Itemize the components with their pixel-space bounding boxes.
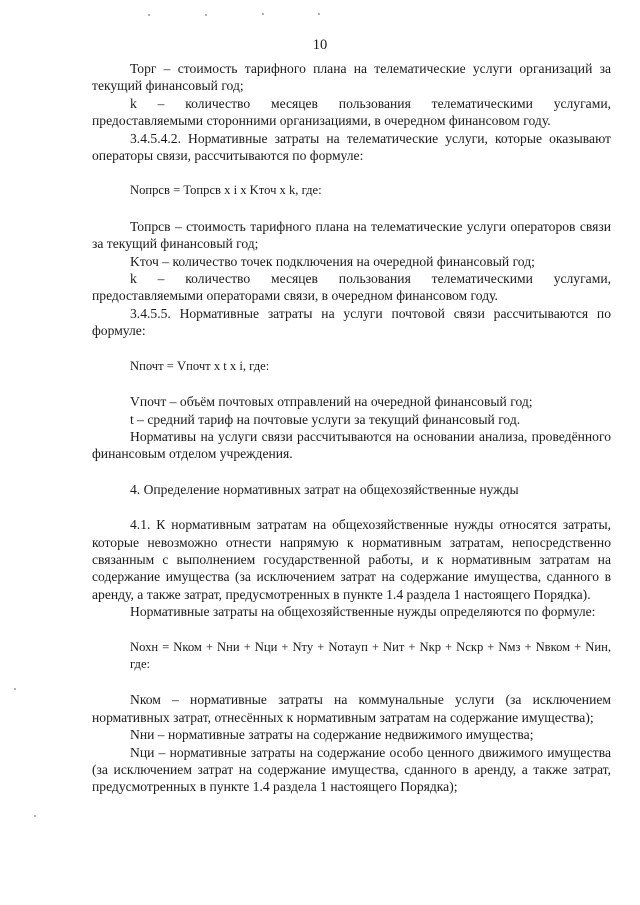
paragraph: 3.4.5.5. Нормативные затраты на услуги почтовой связи рассчитываются по формуле: — [92, 305, 611, 339]
formula: Nопрсв = Топрсв x i x Kточ x k, где: — [130, 183, 322, 198]
spacer — [92, 375, 611, 393]
scan-speck — [262, 13, 264, 15]
spacer — [92, 621, 611, 639]
formula: Nпочт = Vпочт x t x i, где: — [130, 358, 270, 373]
scan-speck — [14, 688, 16, 690]
section-heading: 4. Определение нормативных затрат на общехозяйственные нужды — [130, 481, 519, 497]
spacer — [92, 164, 611, 182]
spacer — [92, 200, 611, 218]
spacer — [92, 498, 611, 516]
paragraph: Nком – нормативные затраты на коммунальные услуги (за исключением нормативных затрат, отнесённых к нормативным затратам на содержание имущества); — [92, 692, 611, 725]
paragraph: 4.1. К нормативным затратам на общехозяйственные нужды относятся затраты, которые невозможно отнести напрямую к нормативным затратам, непосредственно связанным с выполнением государственной работы, и к нормативным затратам на содержание имущества (за исключением затрат на содержание имущества, сданного в аренду, а также затрат, предусмотренных в пункте 1.4 раздела 1 настоящего Порядка). — [92, 517, 611, 602]
document-body — [92, 60, 611, 796]
paragraph: k – количество месяцев пользования телематическими услугами, предоставляемыми операторами связи, в очередном финансовом году. — [92, 271, 611, 304]
paragraph: Торг – стоимость тарифного плана на телематические услуги организаций за текущий финансовый год; — [92, 61, 611, 94]
scan-speck — [205, 14, 207, 16]
spacer — [92, 463, 611, 481]
spacer — [92, 340, 611, 358]
paragraph: t – средний тариф на почтовые услуги за текущий финансовый год. — [130, 411, 521, 427]
paragraph: Nни – нормативные затраты на содержание недвижимого имущества; — [130, 727, 534, 743]
paragraph: Нормативы на услуги связи рассчитываются на основании анализа, проведённого финансовым отделом учреждения. — [92, 428, 611, 462]
paragraph: Топрсв – стоимость тарифного плана на телематические услуги операторов связи за текущий финансовый год; — [92, 218, 611, 252]
page-number: 10 — [312, 37, 328, 53]
paragraph: Kточ – количество точек подключения на очередной финансовый год; — [130, 253, 535, 269]
spacer — [92, 673, 611, 691]
scan-speck — [148, 14, 150, 16]
scan-speck — [34, 815, 36, 817]
paragraph: Нормативные затраты на общехозяйственные нужды определяются по формуле: — [130, 604, 596, 620]
scan-speck — [318, 13, 320, 15]
formula: Nохн = Nком + Nни + Nци + Nту + Nотаyп + Nит + Nкр + Nскр + Nмз + Nвком + Nин, где: — [130, 639, 611, 671]
paragraph: 3.4.5.4.2. Нормативные затраты на телематические услуги, которые оказывают операторы связи, рассчитываются по формуле: — [92, 130, 611, 164]
paragraph: k – количество месяцев пользования телематическими услугами, предоставляемыми сторонними организациями, в очередном финансовом году. — [92, 95, 611, 129]
paragraph: Nци – нормативные затраты на содержание особо ценного движимого имущества (за исключением затрат на содержание имущества, сданного в аренду, а также затрат, предусмотренных в пункте 1.4 раздела 1 настоящего Порядка); — [92, 744, 611, 795]
paragraph: Vпочт – объём почтовых отправлений на очередной финансовый год; — [130, 394, 533, 410]
